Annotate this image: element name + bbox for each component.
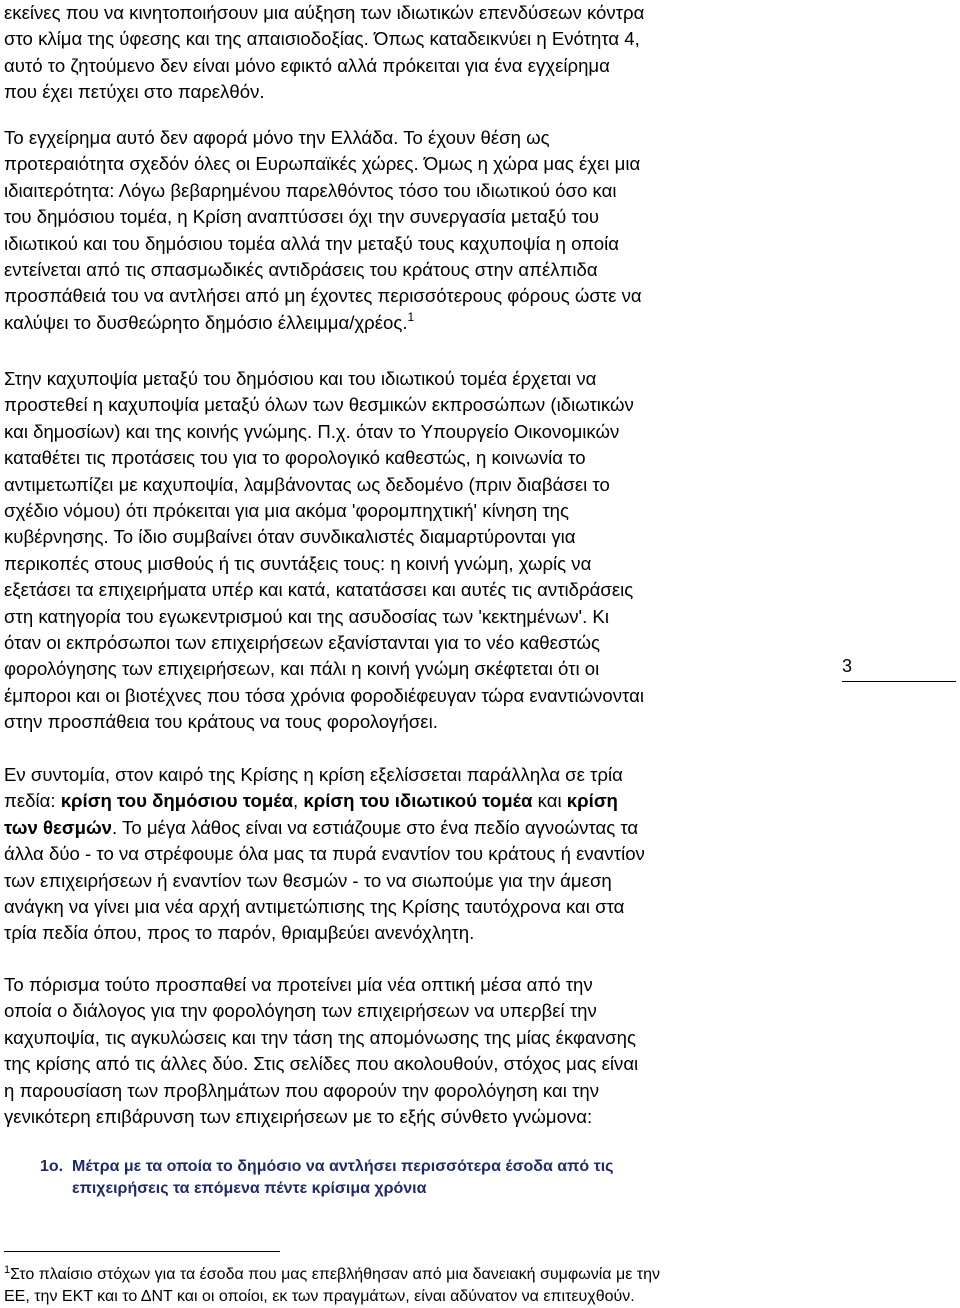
paragraph-3 <box>4 366 804 736</box>
text-line-with-footnote <box>4 310 804 336</box>
list-heading-text <box>72 1156 792 1200</box>
text-line: Μέτρα με τα οποία το δημόσιο να αντλήσει περισσότερα έσοδα από τις <box>72 1158 614 1175</box>
paragraph-2 <box>4 125 804 336</box>
text-fragment: και <box>532 790 567 812</box>
text-line: οποία ο διάλογος για την φορολόγηση των επιχειρήσεων να υπερβεί την <box>4 1000 597 1022</box>
footnote-reference[interactable]: 1 <box>407 309 415 324</box>
text-fragment: πεδία: <box>4 790 61 812</box>
text-line: σχέδιο νόμου) ότι πρόκειται για μια ακόμα 'φορομπηχτική' κίνηση της <box>4 500 569 522</box>
text-fragment: , <box>293 790 304 812</box>
text-line: άλλα δύο - το να στρέφουμε όλα μας τα πυρά εναντίον του κράτους ή εναντίον <box>4 843 645 865</box>
text-line: Το εγχείρημα αυτό δεν αφορά μόνο την Ελλάδα. Το έχουν θέση ως <box>4 127 550 148</box>
text-line: εκείνες που να κινητοποιήσουν μια αύξηση των ιδιωτικών επενδύσεων κόντρα <box>4 2 645 23</box>
text-line: εντείνεται από τις σπασμωδικές αντιδράσεις του κράτους στην απέλπιδα <box>4 259 598 281</box>
text-line: ιδιωτικού και του δημόσιου τομέα αλλά την μεταξύ τους καχυποψία η οποία <box>4 232 619 254</box>
text-line: προσπάθειά του να αντλήσει από μη έχοντες περισσότερους φόρους ώστε να <box>4 285 642 307</box>
page-number: 3 <box>842 656 853 676</box>
text-line: κυβέρνησης. Το ίδιο συμβαίνει όταν συνδικαλιστές διαμαρτύρονται για <box>4 526 576 548</box>
text-line: περικοπές στους μισθούς ή τις συντάξεις τους: η κοινή γνώμη, χωρίς να <box>4 552 592 574</box>
footnote-line: ΕΕ, την ΕΚΤ και το ΔΝΤ και οι οποίοι, εκ των πραγμάτων, είναι αδύνατον να επιτευχθούν. <box>4 1288 635 1305</box>
paragraph-4 <box>4 762 804 947</box>
bold-term-private-sector: κρίση του ιδιωτικού τομέα <box>303 790 533 812</box>
text-line-mixed <box>4 788 804 814</box>
text-line: που έχει πετύχει στο παρελθόν. <box>4 81 265 103</box>
text-line: Εν συντομία, στον καιρό της Κρίσης η κρίση εξελίσσεται παράλληλα σε τρία <box>4 764 623 785</box>
text-line: αντιμετωπίζει με καχυποψία, λαμβάνοντας ως δεδομένο (πριν διαβάσει το <box>4 473 610 495</box>
text-fragment: . Το μέγα λάθος είναι να εστιάζουμε στο ένα πεδίο αγνοώντας τα <box>112 816 639 838</box>
footnote-line <box>4 1264 804 1286</box>
text-line: ανάγκη να γίνει μια νέα αρχή αντιμετώπισης της Κρίσης ταυτόχρονα και στα <box>4 896 625 918</box>
paragraph-5 <box>4 972 804 1130</box>
list-number: 1ο. <box>40 1158 64 1175</box>
text-line: καχυποψία, τις αγκυλώσεις και την τάση της απομόνωσης της μίας έκφανσης <box>4 1026 636 1048</box>
text-line: Στην καχυποψία μεταξύ του δημόσιου και του ιδιωτικού τομέα έρχεται να <box>4 368 597 389</box>
text-fragment: Στο πλαίσιο στόχων για τα έσοδα που μας επεβλήθησαν από μια δανειακή συμφωνία με την <box>10 1266 660 1283</box>
text-line: εξετάσει τα επιχειρήματα υπέρ και κατά, κατατάσσει και αυτές τις αντιδράσεις <box>4 579 634 601</box>
text-line: αυτό το ζητούμενο δεν είναι μόνο εφικτό αλλά πρόκειται για ένα εγχείρημα <box>4 54 610 76</box>
text-line: των επιχειρήσεων ή εναντίον των θεσμών - το να σιωπούμε για την άμεση <box>4 869 612 891</box>
text-line: η παρουσίαση των προβλημάτων που αφορούν την φορολόγηση και την <box>4 1079 600 1101</box>
text-line: της κρίσης από τις άλλες δύο. Στις σελίδες που ακολουθούν, στόχος μας είναι <box>4 1053 639 1075</box>
text-line: γενικότερη επιβάρυνση των επιχειρήσεων με το εξής σύνθετο γνώμονα: <box>4 1106 593 1128</box>
footnote-separator <box>4 1251 280 1252</box>
text-line: του δημόσιου τομέα, η Κρίση αναπτύσσει όχι την συνεργασία μεταξύ του <box>4 206 600 228</box>
text-line: επιχειρήσεις τα επόμενα πέντε κρίσιμα χρόνια <box>72 1180 427 1197</box>
text-line: στην προσπάθεια του κράτους να τους φορολογήσει. <box>4 711 438 733</box>
text-line: και δημοσίων) και της κοινής γνώμης. Π.χ. όταν το Υπουργείο Οικονομικών <box>4 420 620 442</box>
text-line-mixed <box>4 815 804 841</box>
text-line: προστεθεί η καχυποψία μεταξύ όλων των θεσμικών εκπροσώπων (ιδιωτικών <box>4 394 634 416</box>
text-line: στο κλίμα της ύφεσης και της απαισιοδοξίας. Όπως καταδεικνύει η Ενότητα 4, <box>4 28 640 50</box>
text-line: ιδιαιτερότητα: Λόγω βεβαρημένου παρελθόντος τόσο του ιδιωτικού όσο και <box>4 179 617 201</box>
text-line: έμποροι και οι βιοτέχνες που τόσα χρόνια φοροδιέφευγαν τώρα εναντιώνονται <box>4 684 644 706</box>
text-line: Το πόρισμα τούτο προσπαθεί να προτείνει μία νέα οπτική μέσα από την <box>4 974 593 995</box>
bold-term-crisis: κρίση <box>566 790 618 812</box>
bold-term-public-sector: κρίση του δημόσιου τομέα <box>60 790 294 812</box>
bold-term-institutions: των θεσμών <box>4 816 113 838</box>
footnote-marker: 1 <box>4 1264 11 1276</box>
text-fragment: καλύψει το δυσθεώρητο δημόσιο έλλειμμα/χρέος. <box>4 311 408 333</box>
paragraph-1 <box>4 0 804 106</box>
text-line: φορολόγησης των επιχειρήσεων, και πάλι η κοινή γνώμη σκέφτεται ότι οι <box>4 658 600 680</box>
text-line: στη κατηγορία του εγωκεντρισμού και της ασυδοσίας των 'κεκτημένων'. Κι <box>4 605 609 627</box>
text-line: προτεραιότητα σχεδόν όλες οι Ευρωπαϊκές χώρες. Όμως η χώρα μας έχει μια <box>4 153 641 175</box>
text-line: όταν οι εκπρόσωποι των επιχειρήσεων εξανίστανται για το νέο καθεστώς <box>4 632 600 654</box>
text-line: τρία πεδία όπου, προς το παρόν, θριαμβεύει ανενόχλητη. <box>4 922 475 944</box>
text-line: καταθέτει τις προτάσεις του για το φορολογικό καθεστώς, η κοινωνία το <box>4 447 586 469</box>
page-number-rule <box>842 681 956 682</box>
footnote-1 <box>4 1264 804 1308</box>
